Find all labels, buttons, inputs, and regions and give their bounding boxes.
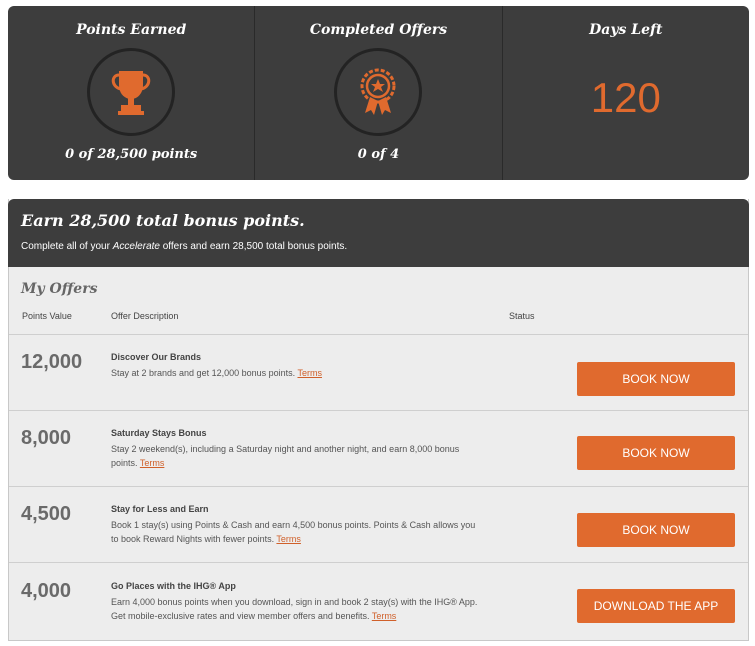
offer-name: Discover Our Brands bbox=[111, 352, 202, 362]
terms-link[interactable]: Terms bbox=[371, 611, 397, 621]
download-app-button[interactable]: DOWNLOAD THE APP bbox=[577, 589, 735, 623]
days-left-title: Days Left bbox=[589, 22, 663, 38]
offer-description bbox=[111, 366, 481, 380]
offer-description-text: Earn 4,000 bonus points when you download, sign in and book 2 stay(s) with the IHG® App. Get mobile-exclusive rates and view member offers and benefits. bbox=[111, 597, 478, 621]
completed-offers-value: 0 of 4 bbox=[357, 147, 400, 162]
offer-name: Stay for Less and Earn bbox=[111, 504, 209, 514]
offer-points: 12,000 bbox=[21, 351, 83, 373]
days-left-stat bbox=[502, 6, 749, 180]
offer-description-text: Stay at 2 brands and get 12,000 bonus points. bbox=[111, 368, 296, 378]
offer-name: Saturday Stays Bonus bbox=[111, 428, 207, 438]
my-offers-heading: My Offers bbox=[21, 281, 98, 297]
stats-bar bbox=[8, 6, 749, 180]
points-earned-value: 0 of 28,500 points bbox=[65, 147, 198, 162]
offer-name: Go Places with the IHG® App bbox=[111, 581, 236, 591]
book-now-button[interactable]: BOOK NOW bbox=[577, 362, 735, 396]
points-earned-stat bbox=[8, 6, 254, 180]
offer-row bbox=[9, 487, 748, 563]
trophy-icon bbox=[87, 48, 175, 136]
completed-offers-title: Completed Offers bbox=[309, 22, 448, 38]
award-ribbon-icon bbox=[334, 48, 422, 136]
points-earned-title: Points Earned bbox=[76, 22, 187, 38]
panel-subtitle bbox=[21, 241, 347, 252]
offer-description-text: Stay 2 weekend(s), including a Saturday night and another night, and earn 8,000 bonus points. bbox=[111, 444, 460, 468]
offer-description bbox=[111, 518, 481, 546]
description-column-header: Offer Description bbox=[111, 311, 179, 321]
panel-title: Earn 28,500 total bonus points. bbox=[21, 211, 305, 230]
panel-header bbox=[8, 199, 749, 267]
terms-link[interactable]: Terms bbox=[297, 368, 322, 378]
days-left-value: 120 bbox=[590, 74, 661, 121]
offers-panel bbox=[8, 199, 749, 641]
status-column-header: Status bbox=[509, 311, 535, 321]
terms-link[interactable]: Terms bbox=[139, 458, 165, 468]
subtitle-suffix: offers and earn 28,500 total bonus points. bbox=[159, 241, 348, 252]
offer-row bbox=[9, 335, 748, 411]
book-now-button[interactable]: BOOK NOW bbox=[577, 436, 735, 470]
offer-description bbox=[111, 442, 481, 470]
offer-row bbox=[9, 411, 748, 487]
points-column-header: Points Value bbox=[22, 311, 72, 321]
offers-list bbox=[9, 267, 748, 640]
book-now-button[interactable]: BOOK NOW bbox=[577, 513, 735, 547]
terms-link[interactable]: Terms bbox=[276, 534, 301, 544]
offer-points: 4,500 bbox=[21, 503, 72, 525]
offer-points: 4,000 bbox=[21, 580, 72, 602]
completed-offers-stat bbox=[254, 6, 501, 180]
subtitle-prefix: Complete all of your bbox=[21, 241, 113, 252]
offer-description-text: Book 1 stay(s) using Points & Cash and earn 4,500 bonus points. Points & Cash allows you to book Reward Nights with fewer points. bbox=[111, 520, 476, 544]
offer-row bbox=[9, 564, 748, 640]
offer-points: 8,000 bbox=[21, 427, 72, 449]
offer-description bbox=[111, 595, 481, 623]
subtitle-emphasis: Accelerate bbox=[112, 241, 160, 252]
